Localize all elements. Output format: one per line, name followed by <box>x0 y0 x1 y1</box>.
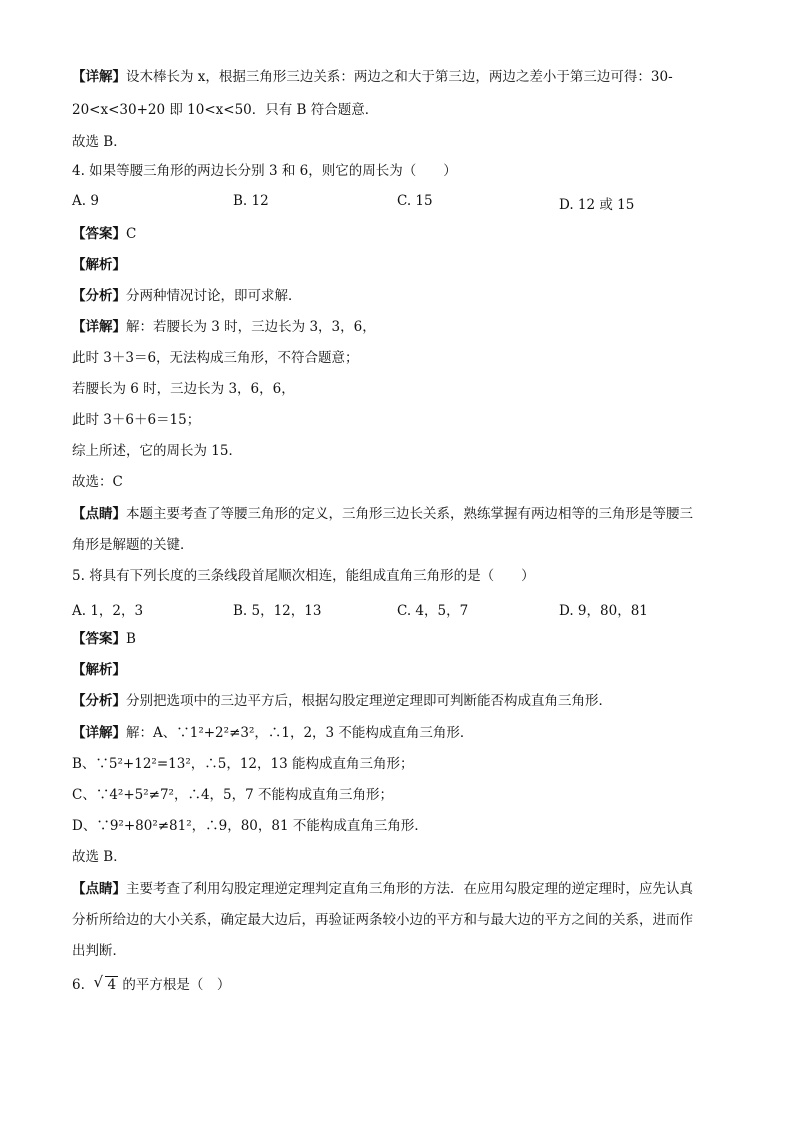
q4-option-c: C. 15 <box>397 193 433 209</box>
dianjing-text: 本题主要考查了等腰三角形的定义，三角形三边长关系，熟练掌握有两边相等的三角形是等腰三 <box>126 506 693 522</box>
q5-dianjing-line2: 分析所给边的大小关系，确定最大边后，再验证两条较小边的平方和与最大边的平方之间的关系，进而作 <box>72 912 693 928</box>
q5-option-b: B. 5，12，13 <box>233 603 322 619</box>
detail-tag: 【详解】 <box>72 69 126 85</box>
answer-value: C <box>126 226 137 242</box>
q4-detail-line4: 此时 3＋6＋6＝15； <box>72 412 201 428</box>
q6-number: 6. <box>72 977 85 993</box>
q5-analysis-tag: 【解析】 <box>72 662 126 678</box>
q4-fenxi <box>72 287 302 305</box>
q4-detail-line3: 若腰长为 6 时，三边长为 3，6，6， <box>72 381 295 397</box>
q6-stem-text: 的平方根是（ ） <box>122 977 231 993</box>
detail-text: 设木棒长为 x，根据三角形三边关系：两边之和大于第三边，两边之差小于第三边可得：30- <box>126 69 673 85</box>
q4-dianjing-line1 <box>72 505 693 523</box>
radicand: 4 <box>107 977 117 993</box>
q4-choose: 故选：C <box>72 474 123 490</box>
detail-tag: 【详解】 <box>72 319 126 335</box>
q4-answer <box>72 225 136 243</box>
q4-option-a: A. 9 <box>72 193 99 209</box>
fenxi-text: 分两种情况讨论，即可求解． <box>126 288 302 304</box>
fenxi-tag: 【分析】 <box>72 693 126 709</box>
q6-stem <box>72 973 231 994</box>
q4-option-d: D. 12 或 15 <box>559 197 635 213</box>
q5-dianjing-line1 <box>72 880 693 898</box>
detail-text: 解：若腰长为 3 时，三边长为 3，3，6， <box>126 319 376 335</box>
q4-option-b: B. 12 <box>233 193 269 209</box>
q5-fenxi <box>72 692 612 710</box>
q5-option-d: D. 9，80，81 <box>559 603 648 619</box>
q5-detail-line2: B、∵5²+12²=13²，∴5，12，13 能构成直角三角形； <box>72 756 414 772</box>
q4-detail-line2: 此时 3＋3＝6，无法构成三角形，不符合题意； <box>72 350 359 366</box>
q3-detail-line1 <box>72 68 673 86</box>
answer-tag: 【答案】 <box>72 631 126 647</box>
q5-choose: 故选 B． <box>72 849 127 865</box>
fenxi-tag: 【分析】 <box>72 288 126 304</box>
dianjing-text: 主要考查了利用勾股定理逆定理判定直角三角形的方法．在应用勾股定理的逆定理时，应先认真 <box>126 881 693 897</box>
q5-detail-line4: D、∵9²+80²≠81²，∴9，80，81 不能构成直角三角形． <box>72 818 428 834</box>
detail-text: 解：A、∵1²+2²≠3²，∴1，2，3 不能构成直角三角形． <box>126 725 474 741</box>
sqrt-expression <box>93 973 118 994</box>
q5-answer <box>72 630 136 648</box>
fenxi-text: 分别把选项中的三边平方后，根据勾股定理逆定理即可判断能否构成直角三角形． <box>126 693 612 709</box>
dianjing-tag: 【点睛】 <box>72 506 126 522</box>
q5-detail-line1 <box>72 724 473 742</box>
q4-detail-line5: 综上所述，它的周长为 15． <box>72 443 242 459</box>
q5-dianjing-line3: 出判断． <box>72 943 126 959</box>
q5-detail-line3: C、∵4²+5²≠7²，∴4，5，7 不能构成直角三角形； <box>72 787 394 803</box>
detail-tag: 【详解】 <box>72 725 126 741</box>
q4-detail-line1 <box>72 318 376 336</box>
q4-stem: 4. 如果等腰三角形的两边长分别 3 和 6，则它的周长为（ ） <box>72 163 457 179</box>
q4-analysis-tag: 【解析】 <box>72 257 126 273</box>
q3-detail-line2: 20<x<30+20 即 10<x<50．只有 B 符合题意． <box>72 102 379 118</box>
q5-option-c: C. 4，5，7 <box>397 603 469 619</box>
q3-choose: 故选 B． <box>72 134 127 150</box>
radical-sign: √ <box>93 973 104 991</box>
q5-option-a: A. 1，2，3 <box>72 603 144 619</box>
dianjing-tag: 【点睛】 <box>72 881 126 897</box>
q4-dianjing-line2: 角形是解题的关键． <box>72 537 194 553</box>
answer-value: B <box>126 631 136 647</box>
q5-stem: 5. 将具有下列长度的三条线段首尾顺次相连，能组成直角三角形的是（ ） <box>72 568 535 584</box>
answer-tag: 【答案】 <box>72 226 126 242</box>
